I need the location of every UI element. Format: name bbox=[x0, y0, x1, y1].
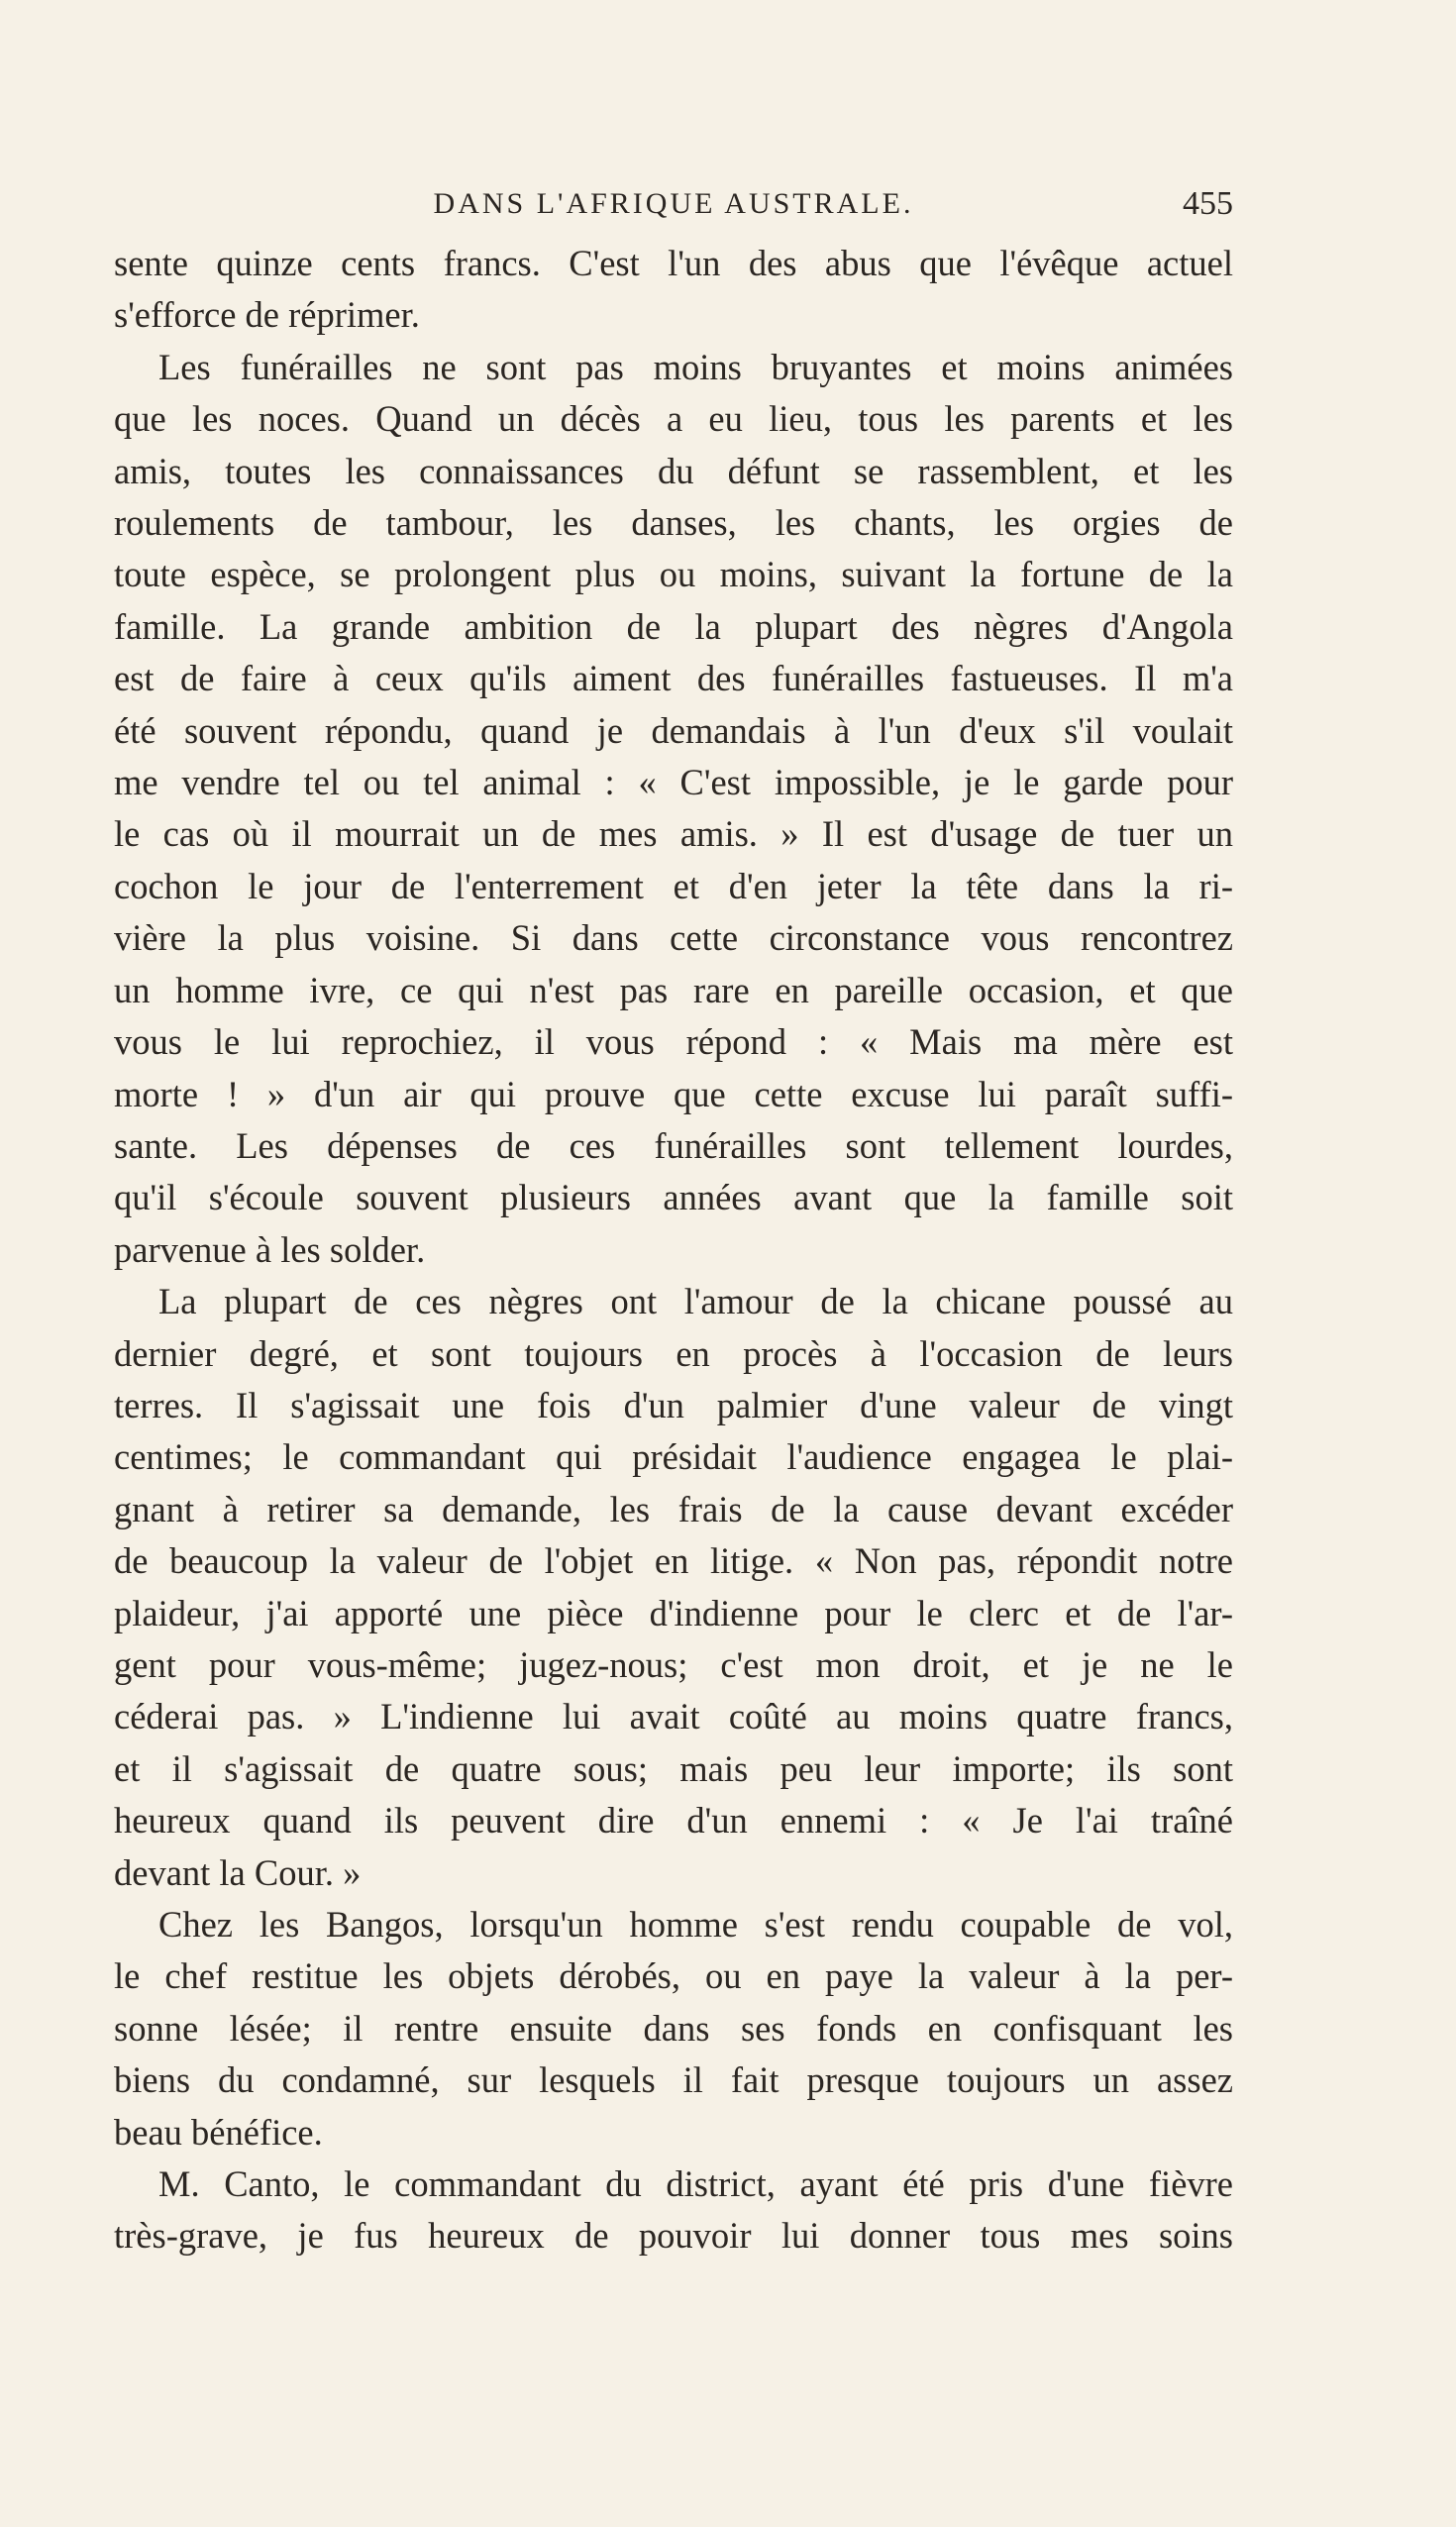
text-line: gent pour vous-même; jugez-nous; c'est mon droit, et je ne le bbox=[114, 1643, 1233, 1685]
text-line: morte ! » d'un air qui prouve que cette excuse lui paraît suffi- bbox=[114, 1073, 1233, 1114]
text-line: gnant à retirer sa demande, les frais de la cause devant excéder bbox=[114, 1488, 1233, 1529]
text-line: sonne lésée; il rentre ensuite dans ses fonds en confisquant les bbox=[114, 2007, 1233, 2049]
text-line: dernier degré, et sont toujours en procès à l'occasion de leurs bbox=[114, 1332, 1233, 1374]
running-title: DANS L'AFRIQUE AUSTRALE. bbox=[433, 187, 914, 220]
text-line: M. Canto, le commandant du district, ayant été pris d'une fièvre bbox=[158, 2163, 1233, 2205]
running-head bbox=[114, 184, 1233, 224]
text-line: le cas où il mourrait un de mes amis. » Il est d'usage de tuer un bbox=[114, 813, 1233, 855]
text-line: biens du condamné, sur lesquels il fait presque toujours un assez bbox=[114, 2059, 1233, 2101]
text-line: terres. Il s'agissait une fois d'un palmier d'une valeur de vingt bbox=[114, 1384, 1233, 1425]
text-line: devant la Cour. » bbox=[114, 1851, 362, 1893]
text-line: que les noces. Quand un décès a eu lieu, tous les parents et les bbox=[114, 398, 1233, 440]
text-line: centimes; le commandant qui présidait l'audience engagea le plai- bbox=[114, 1436, 1233, 1478]
body-text bbox=[114, 238, 1233, 2263]
text-line: Les funérailles ne sont pas moins bruyantes et moins animées bbox=[158, 346, 1233, 387]
text-line: très-grave, je fus heureux de pouvoir lui donner tous mes soins bbox=[114, 2215, 1233, 2257]
paragraph-2 bbox=[114, 342, 1233, 1276]
text-line: heureux quand ils peuvent dire d'un ennemi : « Je l'ai traîné bbox=[114, 1800, 1233, 1842]
text-line: le chef restitue les objets dérobés, ou en paye la valeur à la per- bbox=[114, 1955, 1233, 1997]
text-line: et il s'agissait de quatre sous; mais peu leur importe; ils sont bbox=[114, 1747, 1233, 1789]
text-line: beau bénéfice. bbox=[114, 2111, 323, 2153]
text-line: s'efforce de réprimer. bbox=[114, 294, 420, 336]
text-line: vous le lui reprochiez, il vous répond : « Mais ma mère est bbox=[114, 1021, 1233, 1063]
text-line: Chez les Bangos, lorsqu'un homme s'est rendu coupable de vol, bbox=[158, 1904, 1233, 1945]
text-line: est de faire à ceux qu'ils aiment des funérailles fastueuses. Il m'a bbox=[114, 658, 1233, 699]
paragraph-4 bbox=[114, 1899, 1233, 2158]
paragraph-3 bbox=[114, 1276, 1233, 1899]
text-line: sente quinze cents francs. C'est l'un des abus que l'évêque actuel bbox=[114, 243, 1233, 283]
text-line: toute espèce, se prolongent plus ou moins, suivant la fortune de la bbox=[114, 554, 1233, 595]
text-line: me vendre tel ou tel animal : « C'est impossible, je le garde pour bbox=[114, 762, 1233, 803]
paragraph-5 bbox=[114, 2158, 1233, 2263]
text-line: céderai pas. » L'indienne lui avait coûté au moins quatre francs, bbox=[114, 1696, 1233, 1737]
text-line: vière la plus voisine. Si dans cette circonstance vous rencontrez bbox=[114, 917, 1233, 959]
text-line: La plupart de ces nègres ont l'amour de la chicane poussé au bbox=[158, 1281, 1233, 1322]
text-line: qu'il s'écoule souvent plusieurs années avant que la famille soit bbox=[114, 1177, 1233, 1218]
text-line: famille. La grande ambition de la plupart des nègres d'Angola bbox=[114, 605, 1233, 647]
paragraph-1 bbox=[114, 238, 1233, 342]
text-line: amis, toutes les connaissances du défunt se rassemblent, et les bbox=[114, 450, 1233, 491]
text-line: un homme ivre, ce qui n'est pas rare en pareille occasion, et que bbox=[114, 969, 1233, 1010]
page-number: 455 bbox=[1183, 185, 1233, 222]
text-line: cochon le jour de l'enterrement et d'en jeter la tête dans la ri- bbox=[114, 865, 1233, 906]
text-line: été souvent répondu, quand je demandais à l'un d'eux s'il voulait bbox=[114, 709, 1233, 751]
text-line: de beaucoup la valeur de l'objet en litige. « Non pas, répondit notre bbox=[114, 1540, 1233, 1582]
text-line: roulements de tambour, les danses, les chants, les orgies de bbox=[114, 502, 1233, 544]
text-line: plaideur, j'ai apporté une pièce d'indienne pour le clerc et de l'ar- bbox=[114, 1592, 1233, 1633]
text-line: sante. Les dépenses de ces funérailles sont tellement lourdes, bbox=[114, 1124, 1233, 1166]
text-line: parvenue à les solder. bbox=[114, 1228, 426, 1270]
